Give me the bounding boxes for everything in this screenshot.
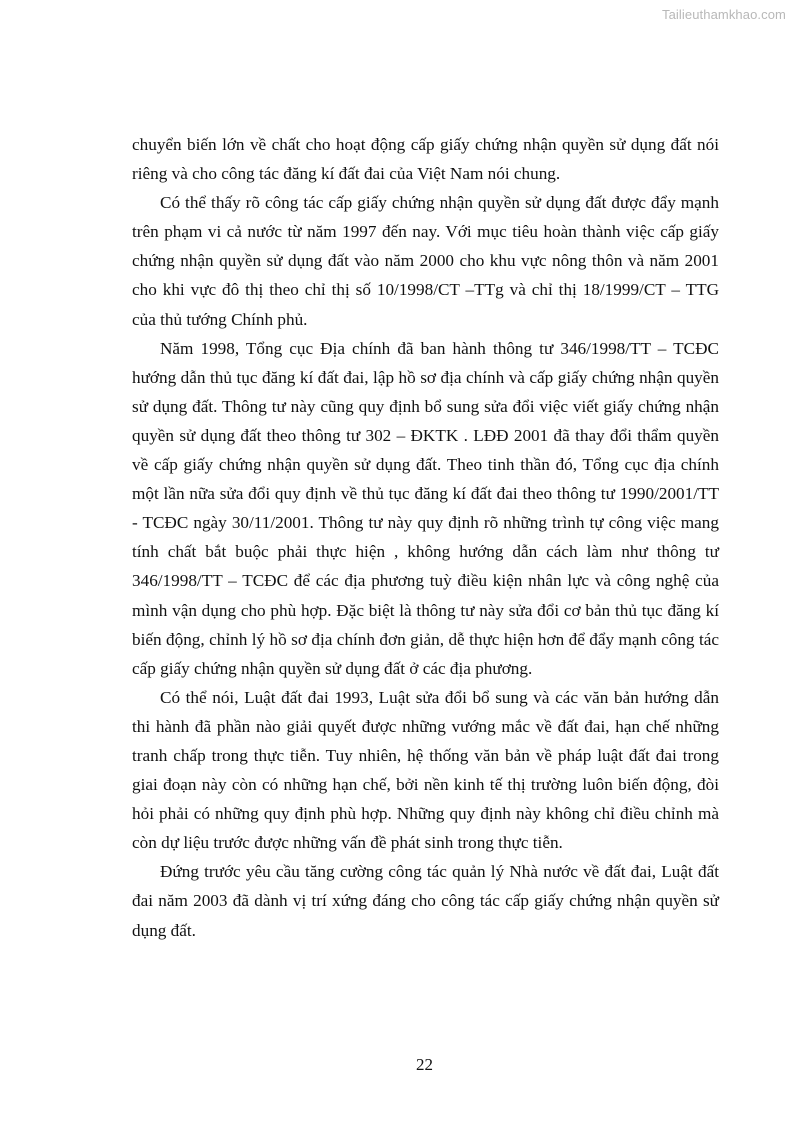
document-body bbox=[132, 130, 719, 945]
paragraph: Có thể nói, Luật đất đai 1993, Luật sửa đổi bổ sung và các văn bản hướng dẫn thi hành đã phần nào giải quyết được những vướng mắc về đất đai, hạn chế những tranh chấp trong thực tiễn. Tuy nhiên, hệ thống văn bản về pháp luật đất đai trong giai đoạn này còn có những hạn chế, bởi nền kinh tế thị trường luôn biến động, đòi hỏi phải có những quy định phù hợp. Những quy định này không chỉ điều chỉnh mà còn dự liệu trước được những vấn đề phát sinh trong thực tiễn. bbox=[132, 687, 719, 853]
paragraph: Có thể thấy rõ công tác cấp giấy chứng nhận quyền sử dụng đất được đẩy mạnh trên phạm vi cả nước từ năm 1997 đến nay. Với mục tiêu hoàn thành việc cấp giấy chứng nhận quyền sử dụng đất vào năm 2000 cho khu vực nông thôn và năm 2001 cho khi vực đô thị theo chỉ thị số 10/1998/CT –TTg và chỉ thị 18/1999/CT – TTG của thủ tướng Chính phủ. bbox=[132, 193, 719, 329]
paragraph: Đứng trước yêu cầu tăng cường công tác quản lý Nhà nước về đất đai, Luật đất đai năm 2003 đã dành vị trí xứng đáng cho công tác cấp giấy chứng nhận quyền sử dụng đất. bbox=[132, 862, 719, 940]
watermark-text: Tailieuthamkhao.com bbox=[661, 7, 786, 22]
paragraph-continuation: chuyển biến lớn về chất cho hoạt động cấp giấy chứng nhận quyền sử dụng đất nói riêng và cho công tác đăng kí đất đai của Việt Nam nói chung. bbox=[132, 135, 719, 184]
page-number: 22 bbox=[416, 1055, 433, 1074]
paragraph: Năm 1998, Tổng cục Địa chính đã ban hành thông tư 346/1998/TT – TCĐC hướng dẫn thủ tục đăng kí đất đai, lập hồ sơ địa chính và cấp giấy chứng nhận quyền sử dụng đất. Thông tư này cũng quy định bổ sung sửa đổi việc viết giấy chứng nhận quyền sử dụng đất theo thông tư 302 – ĐKTK . LĐĐ 2001 đã thay đổi thẩm quyền về cấp giấy chứng nhận quyền sử dụng đất. Theo tinh thần đó, Tổng cục địa chính một lần nữa sửa đổi quy định về thủ tục đăng kí đất đai theo thông tư 1990/2001/TT - TCĐC ngày 30/11/2001. Thông tư này quy định rõ những trình tự công việc mang tính chất bắt buộc phải thực hiện , không hướng dẫn cách làm như thông tư 346/1998/TT – TCĐC để các địa phương tuỳ điều kiện nhân lực và công nghệ của mình vận dụng cho phù hợp. Đặc biệt là thông tư này sửa đổi cơ bản thủ tục đăng kí biến động, chỉnh lý hồ sơ địa chính đơn giản, dễ thực hiện hơn để đẩy mạnh công tác cấp giấy chứng nhận quyền sử dụng đất ở các địa phương. bbox=[132, 338, 719, 678]
